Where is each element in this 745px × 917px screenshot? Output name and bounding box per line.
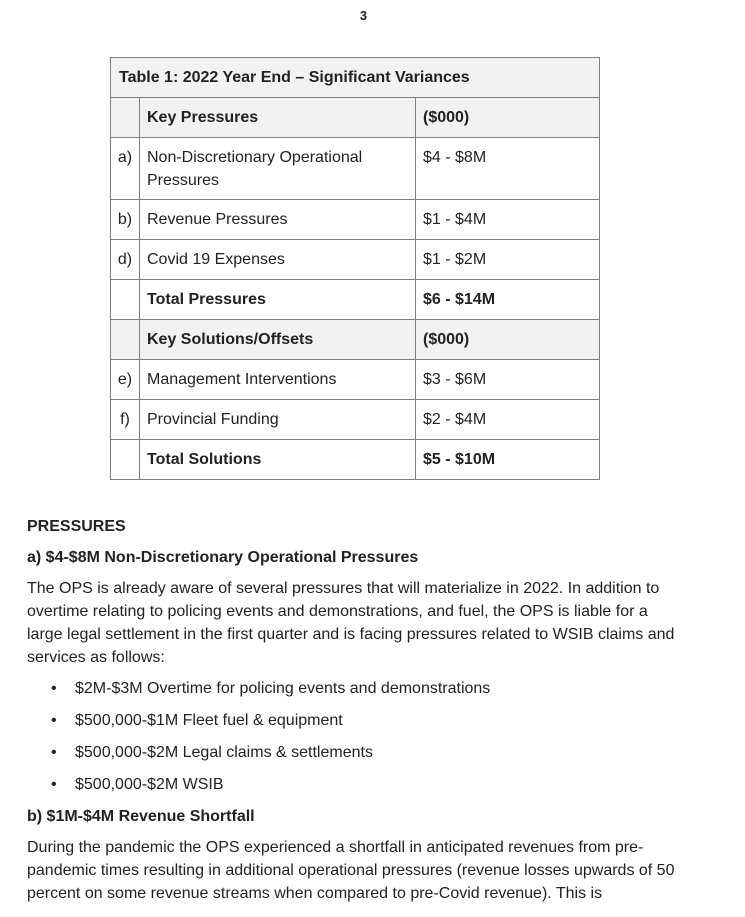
list-item-text: $500,000-$1M Fleet fuel & equipment [75,712,343,729]
list-item [27,742,667,774]
row-letter: e) [111,360,140,400]
pressures-bullet-list [27,678,667,806]
row-amount: $3 - $6M [416,360,600,400]
section-a-paragraph: The OPS is already aware of several pressures that will materialize in 2022. In addition to overtime relating to policing events and demonstrations, and fuel, the OPS is liable for a large legal settlement in the first quarter and is facing pressures related to WSIB claims and services as follows: [27,580,675,666]
bullet-icon: • [51,776,57,793]
list-item [27,710,667,742]
row-letter: f) [111,400,140,440]
list-item-text: $500,000-$2M Legal claims & settlements [75,744,373,761]
section-a-heading: a) $4-$8M Non-Discretionary Operational Pressures [27,549,419,566]
table-header-row [111,98,600,138]
row-description: Provincial Funding [140,400,416,440]
column-header-amount: ($000) [416,98,600,138]
row-letter [111,440,140,480]
bullet-icon: • [51,744,57,761]
row-letter [111,320,140,360]
list-item [27,774,667,806]
bullet-icon: • [51,712,57,729]
list-item [27,678,667,710]
row-amount: $4 - $8M [416,138,600,200]
total-solutions-label: Total Solutions [140,440,416,480]
column-header-key-pressures: Key Pressures [140,98,416,138]
row-amount: $1 - $2M [416,240,600,280]
table-row [111,138,600,200]
section-b-heading: b) $1M-$4M Revenue Shortfall [27,808,255,825]
total-pressures-amount: $6 - $14M [416,280,600,320]
row-description: Covid 19 Expenses [140,240,416,280]
total-solutions-amount: $5 - $10M [416,440,600,480]
row-description: Revenue Pressures [140,200,416,240]
pressures-heading: PRESSURES [27,518,126,535]
table-caption: Table 1: 2022 Year End – Significant Variances [111,58,600,98]
row-letter [111,98,140,138]
row-letter [111,280,140,320]
table-row [111,400,600,440]
table-row [111,360,600,400]
row-amount: $2 - $4M [416,400,600,440]
row-description: Management Interventions [140,360,416,400]
row-description: Non-Discretionary Operational Pressures [140,138,416,200]
row-letter: d) [111,240,140,280]
list-item-text: $500,000-$2M WSIB [75,776,224,793]
total-pressures-label: Total Pressures [140,280,416,320]
table-caption-row [111,58,600,98]
row-amount: $1 - $4M [416,200,600,240]
section-b-paragraph: During the pandemic the OPS experienced a shortfall in anticipated revenues from pre-pandemic times resulting in additional operational pressures (revenue losses upwards of 50 percent on some revenue streams when compared to pre-Covid revenue). This is [27,839,675,902]
table-header-row [111,320,600,360]
list-item-text: $2M-$3M Overtime for policing events and demonstrations [75,680,491,697]
column-header-amount: ($000) [416,320,600,360]
table-row [111,200,600,240]
significant-variances-table [110,57,600,480]
row-letter: b) [111,200,140,240]
page-number: 3 [359,8,368,20]
table-row [111,240,600,280]
table-total-row [111,440,600,480]
column-header-key-solutions: Key Solutions/Offsets [140,320,416,360]
row-letter: a) [111,138,140,200]
table-total-row [111,280,600,320]
bullet-icon: • [51,680,57,697]
